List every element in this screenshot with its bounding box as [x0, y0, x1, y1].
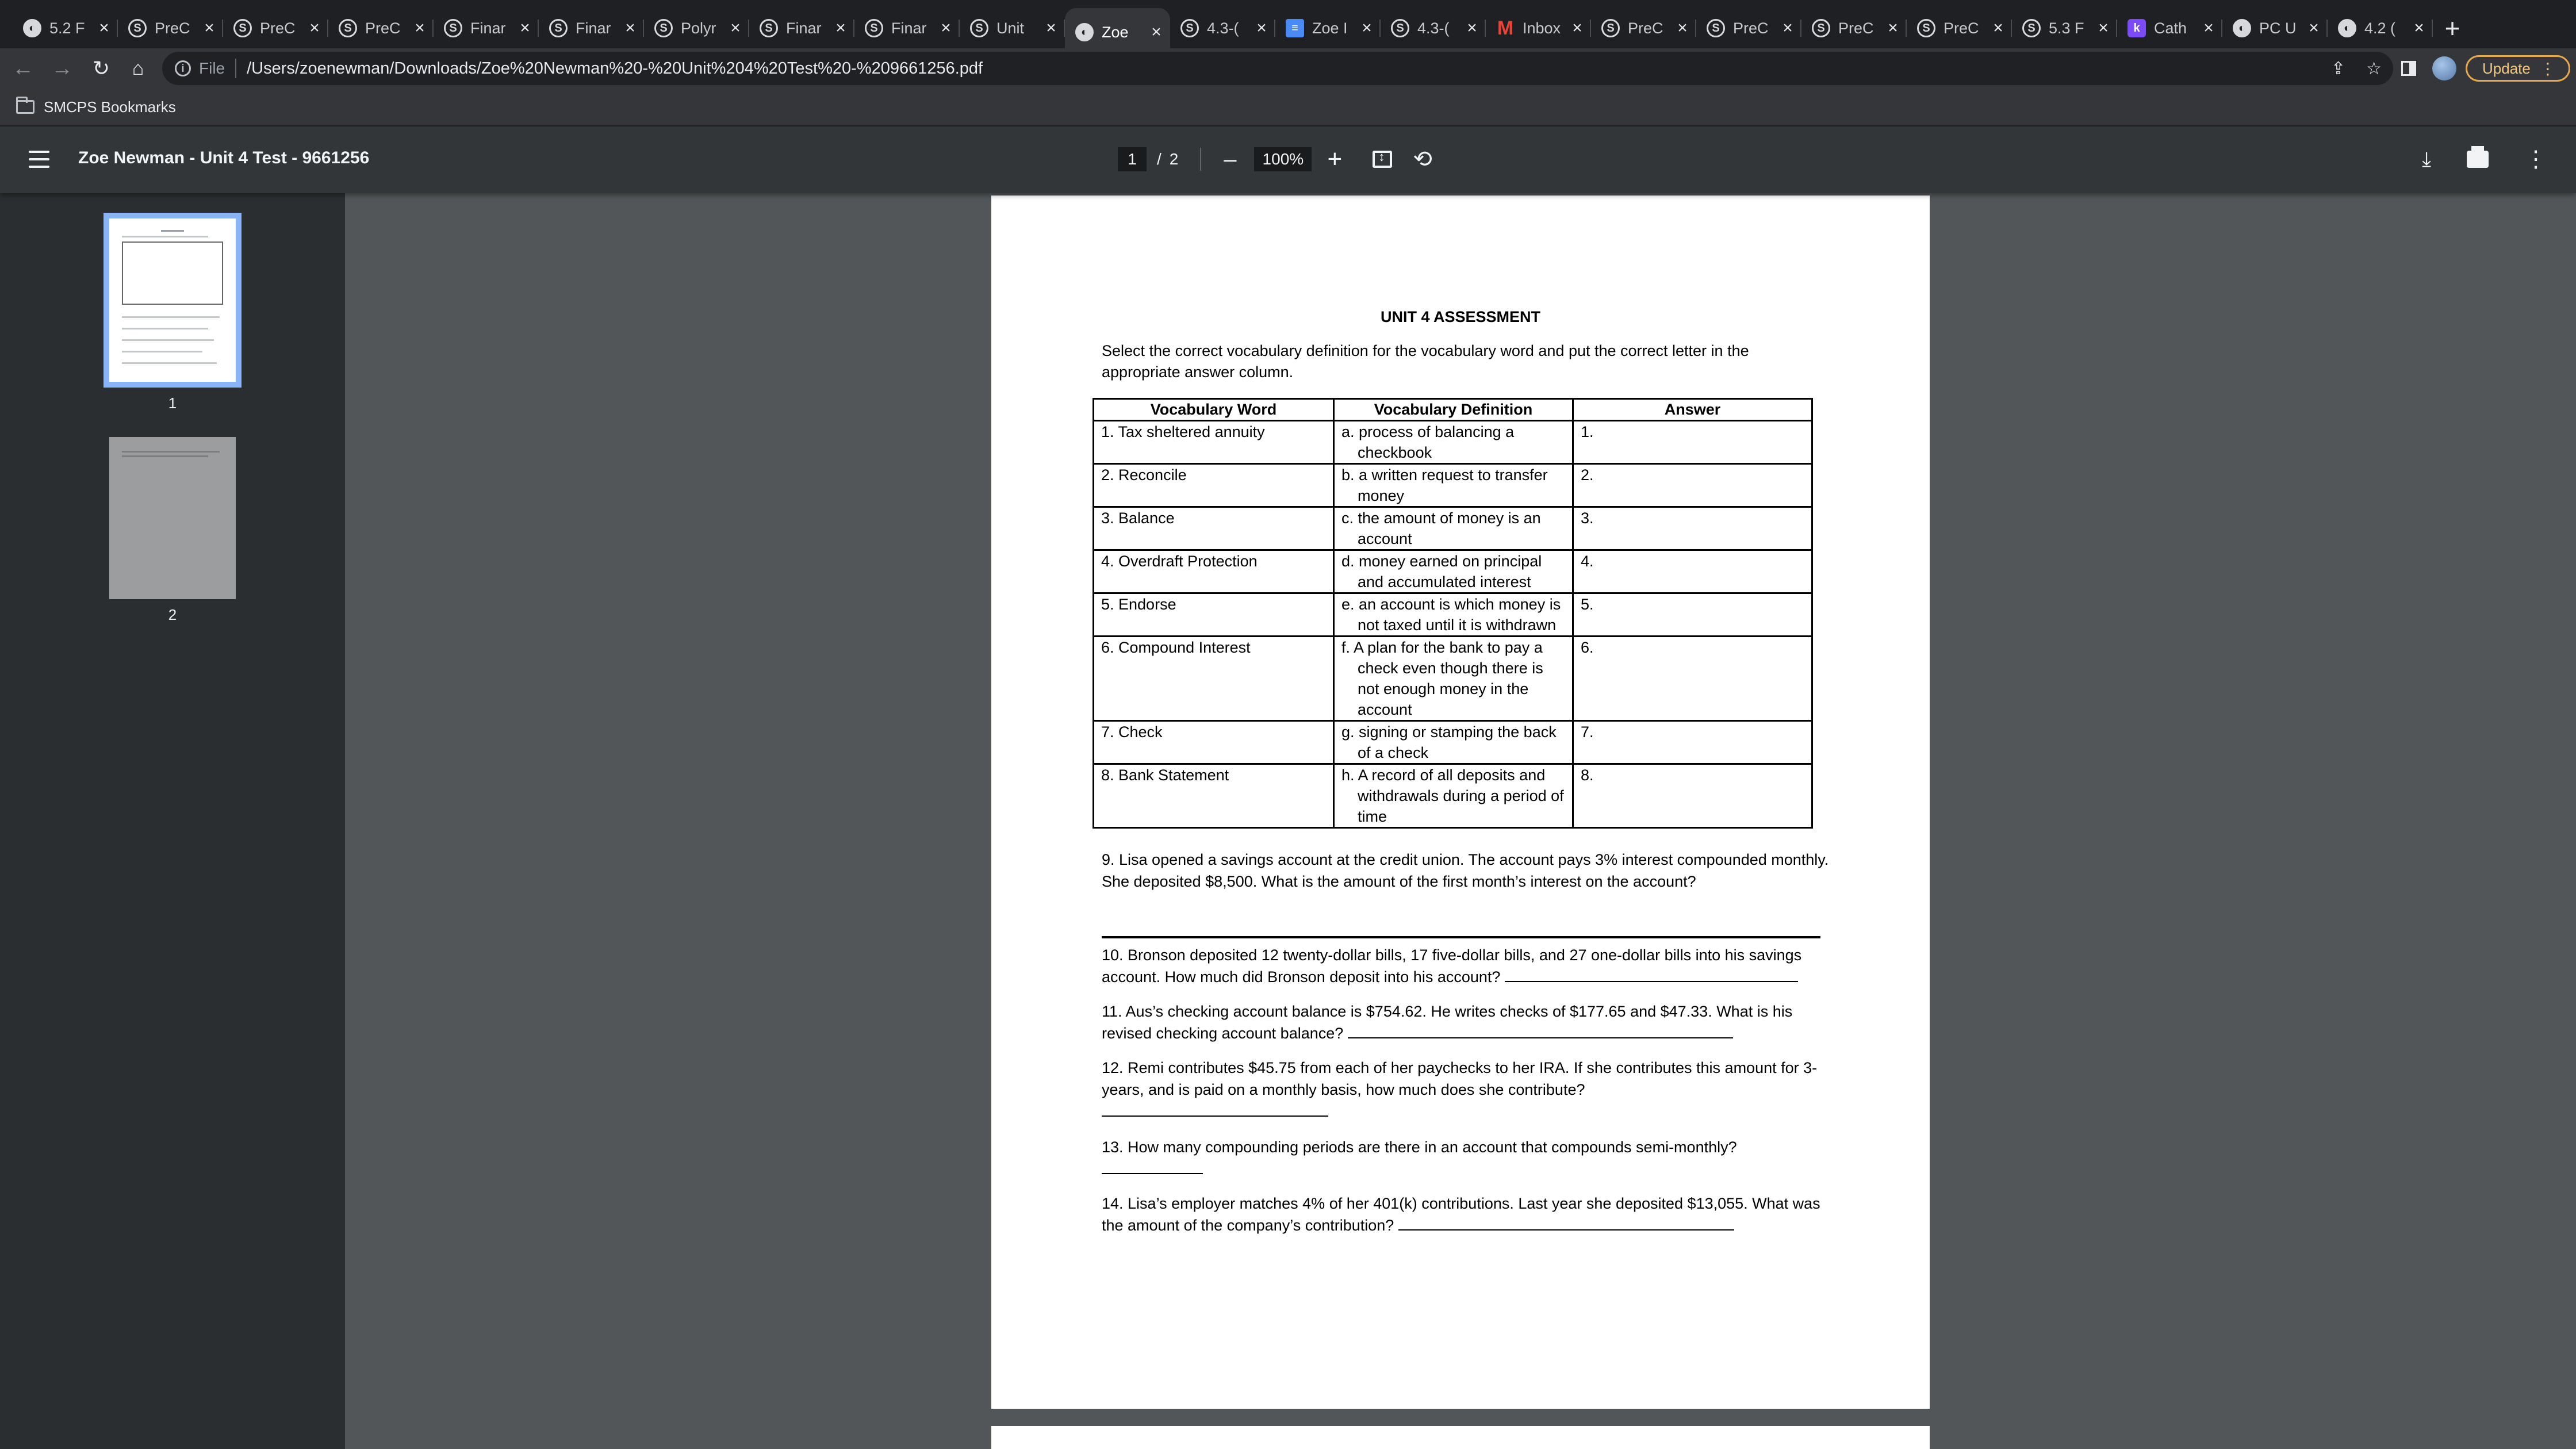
- pdf-toolbar: [0, 126, 2576, 193]
- definition-cell: [1334, 764, 1573, 828]
- close-tab-icon[interactable]: ×: [1888, 18, 1898, 37]
- page-controls: [1118, 145, 1432, 174]
- tab-title: Finar: [891, 19, 927, 37]
- tab-title: Inbox: [1523, 19, 1561, 37]
- s-logo-icon: S: [970, 19, 988, 37]
- close-tab-icon[interactable]: ×: [204, 18, 214, 37]
- mini-line: [122, 316, 220, 318]
- column-header: Vocabulary Definition: [1334, 399, 1573, 421]
- browser-tab-10[interactable]: [960, 8, 1065, 48]
- tab-title: Unit: [996, 19, 1025, 37]
- tab-title: Polyr: [681, 19, 716, 37]
- mini-line: [122, 455, 208, 457]
- close-tab-icon[interactable]: ×: [1782, 18, 1793, 37]
- question-text: 13. How many compounding periods are there in an account that compounds semi-monthly?: [1102, 1138, 1737, 1156]
- close-tab-icon[interactable]: ×: [415, 18, 425, 37]
- pdf-actions: [2422, 146, 2547, 172]
- answer-blank: [1348, 1022, 1733, 1038]
- s-logo-icon: S: [1391, 19, 1409, 37]
- definition-cell: [1334, 507, 1573, 550]
- browser-tab-20[interactable]: [2012, 8, 2117, 48]
- question-text: 14. Lisa’s employer matches 4% of her 401(k) contributions. Last year she deposited $13,055. What was the amount of the company’s contribution?: [1102, 1195, 1820, 1234]
- globe-icon: ◐: [1075, 23, 1094, 41]
- definition-cell: [1334, 593, 1573, 637]
- folder-icon: [16, 100, 34, 114]
- tab-title: Finar: [576, 19, 611, 37]
- thumbnail-page-2[interactable]: [103, 437, 241, 624]
- browser-tab-2[interactable]: [118, 8, 223, 48]
- browser-tab-1[interactable]: [13, 8, 118, 48]
- forward-button[interactable]: →: [51, 56, 73, 80]
- fit-to-page-icon[interactable]: [1373, 151, 1392, 168]
- back-button[interactable]: ←: [12, 56, 34, 80]
- table-row: [1094, 764, 1812, 828]
- browser-tab-22[interactable]: [2222, 8, 2328, 48]
- more-actions-icon[interactable]: ⋮: [2524, 147, 2547, 172]
- download-icon[interactable]: ⤓: [2422, 147, 2431, 171]
- answer-blank: [1398, 1214, 1734, 1230]
- vocabulary-word: 2. Reconcile: [1094, 464, 1334, 507]
- mini-line: [122, 236, 208, 237]
- thumbnail-page-1[interactable]: [103, 213, 241, 412]
- column-header: Answer: [1573, 399, 1812, 421]
- tab-title: PreC: [365, 19, 401, 37]
- table-header-row: [1094, 399, 1812, 421]
- mini-line: [122, 451, 220, 453]
- menu-icon[interactable]: [29, 151, 49, 168]
- document-title: UNIT 4 ASSESSMENT: [1380, 308, 1541, 325]
- share-icon[interactable]: ⇪: [2330, 59, 2346, 78]
- tab-title: PreC: [1628, 19, 1663, 37]
- pdf-viewer[interactable]: [345, 193, 2576, 1449]
- vocabulary-definition: d. money earned on principal and accumulated interest: [1341, 553, 1542, 591]
- tab-title: PreC: [1838, 19, 1874, 37]
- table-row: [1094, 593, 1812, 637]
- gmail-icon: M: [1497, 17, 1514, 39]
- mini-line: [122, 339, 214, 341]
- mini-table: [122, 241, 223, 305]
- pdf-page-1: [991, 195, 1930, 1409]
- tab-title: 4.3-(: [1207, 19, 1239, 37]
- profile-avatar[interactable]: [2432, 56, 2456, 80]
- s-logo-icon: S: [1707, 19, 1725, 37]
- close-tab-icon[interactable]: ×: [1046, 18, 1056, 37]
- s-logo-icon: S: [1601, 19, 1620, 37]
- vocabulary-definition: a. process of balancing a checkbook: [1341, 423, 1515, 461]
- mini-line: [122, 362, 217, 364]
- tab-title: 4.3-(: [1417, 19, 1450, 37]
- globe-icon: ◐: [2338, 19, 2356, 37]
- browser-tab-19[interactable]: [1907, 8, 2012, 48]
- address-bar[interactable]: [162, 52, 2393, 85]
- s-logo-icon: S: [128, 19, 147, 37]
- url-scheme: File: [199, 59, 225, 77]
- tab-title: Finar: [786, 19, 822, 37]
- table-row: [1094, 464, 1812, 507]
- answer-cell: 4.: [1573, 550, 1812, 593]
- question-10: [1102, 944, 1832, 988]
- browser-tab-9[interactable]: [854, 8, 960, 48]
- print-icon[interactable]: [2467, 151, 2489, 168]
- site-info-icon[interactable]: i: [175, 60, 191, 76]
- question-14: [1102, 1193, 1832, 1236]
- browser-tab-4[interactable]: [328, 8, 434, 48]
- browser-tab-14[interactable]: [1381, 8, 1486, 48]
- vocabulary-definition: f. A plan for the bank to pay a check even though there is not enough money in the account: [1341, 639, 1543, 718]
- home-button[interactable]: ⌂: [132, 57, 144, 79]
- answer-cell: 7.: [1573, 721, 1812, 764]
- definition-cell: [1334, 637, 1573, 721]
- close-tab-icon[interactable]: ×: [941, 18, 951, 37]
- tab-title: 5.2 F: [49, 19, 85, 37]
- s-logo-icon: S: [339, 19, 357, 37]
- close-tab-icon[interactable]: ×: [625, 18, 635, 37]
- answer-cell: 5.: [1573, 593, 1812, 637]
- definition-cell: [1334, 421, 1573, 464]
- definition-cell: [1334, 464, 1573, 507]
- question-13: [1102, 1136, 1832, 1180]
- tab-title: Finar: [470, 19, 506, 37]
- question-text: 10. Bronson deposited 12 twenty-dollar bills, 17 five-dollar bills, and 27 one-dollar bills into his savings account. How much did Bronson deposit into his account?: [1102, 946, 1802, 986]
- url-text[interactable]: /Users/zoenewman/Downloads/Zoe%20Newman%20-%20Unit%204%20Test%20-%209661256.pdf: [247, 59, 983, 78]
- globe-icon: ◐: [2233, 19, 2251, 37]
- total-pages: 2: [1169, 150, 1179, 168]
- answer-cell: 8.: [1573, 764, 1812, 828]
- answer-cell: 3.: [1573, 507, 1812, 550]
- profile-area: [2401, 48, 2576, 89]
- instructions-text: Select the correct vocabulary definition for the vocabulary word and put the correct letter in the appropriate answer column.: [1102, 342, 1749, 381]
- browser-tab-5[interactable]: [434, 8, 539, 48]
- k-logo-icon: k: [2128, 19, 2146, 37]
- tab-title: PC U: [2259, 19, 2297, 37]
- s-logo-icon: S: [1917, 19, 1935, 37]
- bookmark-folder-smcps[interactable]: SMCPS Bookmarks: [44, 98, 176, 116]
- close-tab-icon[interactable]: ×: [1151, 22, 1162, 41]
- side-panel-icon[interactable]: [2401, 61, 2416, 76]
- close-tab-icon[interactable]: ×: [2414, 18, 2424, 37]
- close-tab-icon[interactable]: ×: [1572, 18, 1582, 37]
- browser-toolbar: [0, 48, 2576, 89]
- update-label: Update: [2482, 59, 2531, 77]
- zoom-input[interactable]: 100%: [1254, 147, 1312, 171]
- definition-cell: [1334, 550, 1573, 593]
- answer-line: [1102, 936, 1820, 938]
- vocabulary-word: 8. Bank Statement: [1094, 764, 1334, 828]
- close-tab-icon[interactable]: ×: [2098, 18, 2109, 37]
- s-logo-icon: S: [760, 19, 778, 37]
- answer-blank: [1102, 1101, 1328, 1117]
- column-header: Vocabulary Word: [1094, 399, 1334, 421]
- vocabulary-definition: e. an account is which money is not taxed until it is withdrawn: [1341, 596, 1561, 634]
- vocabulary-word: 7. Check: [1094, 721, 1334, 764]
- thumbnail-label: 1: [168, 394, 177, 412]
- browser-tab-21[interactable]: [2117, 8, 2222, 48]
- browser-tab-16[interactable]: [1591, 8, 1696, 48]
- browser-tab-7[interactable]: [644, 8, 749, 48]
- table-row: [1094, 421, 1812, 464]
- docs-icon: ≡: [1286, 19, 1304, 37]
- s-logo-icon: S: [1812, 19, 1830, 37]
- answer-blank: [1505, 966, 1798, 982]
- tab-title: Zoe: [1102, 23, 1129, 41]
- tab-title: PreC: [155, 19, 190, 37]
- vocabulary-definition: b. a written request to transfer money: [1341, 466, 1548, 504]
- table-row: [1094, 637, 1812, 721]
- close-tab-icon[interactable]: ×: [1677, 18, 1688, 37]
- vocabulary-word: 1. Tax sheltered annuity: [1094, 421, 1334, 464]
- question-11: [1102, 1000, 1832, 1044]
- vocabulary-table: [1092, 398, 1813, 829]
- mini-line: [161, 230, 184, 232]
- browser-tab-17[interactable]: [1696, 8, 1801, 48]
- mini-line: [122, 351, 202, 352]
- vocabulary-definition: c. the amount of money is an account: [1341, 509, 1541, 547]
- answer-cell: 2.: [1573, 464, 1812, 507]
- vocabulary-definition: g. signing or stamping the back of a check: [1341, 723, 1557, 761]
- browser-tab-18[interactable]: [1801, 8, 1907, 48]
- pdf-title: Zoe Newman - Unit 4 Test - 9661256: [78, 148, 370, 167]
- browser-tab-3[interactable]: [223, 8, 328, 48]
- browser-tab-6[interactable]: [539, 8, 644, 48]
- s-logo-icon: S: [444, 19, 462, 37]
- zoom-out-button[interactable]: –: [1224, 146, 1237, 172]
- tab-title: PreC: [1733, 19, 1769, 37]
- browser-tab-15[interactable]: [1486, 8, 1591, 48]
- bookmarks-bar: [0, 89, 2576, 126]
- tab-title: Zoe I: [1312, 19, 1348, 37]
- thumbnail-image: [109, 437, 236, 599]
- more-vert-icon: ⋮: [2539, 59, 2556, 78]
- vocabulary-word: 4. Overdraft Protection: [1094, 550, 1334, 593]
- close-tab-icon[interactable]: ×: [309, 18, 320, 37]
- answer-blank: [1102, 1158, 1203, 1174]
- update-button[interactable]: [2466, 55, 2570, 82]
- question-text: 12. Remi contributes $45.75 from each of her paychecks to her IRA. If she contributes this amount for 3-years, and is paid on a monthly basis, how much does she contribute?: [1102, 1059, 1818, 1098]
- page-number-input[interactable]: 1: [1118, 147, 1147, 171]
- close-tab-icon[interactable]: ×: [1993, 18, 2003, 37]
- s-logo-icon: S: [233, 19, 252, 37]
- toolbar-divider: [1200, 148, 1201, 171]
- close-tab-icon[interactable]: ×: [1467, 18, 1477, 37]
- browser-tab-8[interactable]: [749, 8, 854, 48]
- tab-title: PreC: [260, 19, 296, 37]
- answer-cell: 1.: [1573, 421, 1812, 464]
- omnibox-actions: [2331, 52, 2382, 85]
- table-body: [1094, 421, 1812, 828]
- thumbnail-image: [103, 213, 241, 388]
- close-tab-icon[interactable]: ×: [1256, 18, 1267, 37]
- close-tab-icon[interactable]: ×: [1362, 18, 1372, 37]
- table-row: [1094, 721, 1812, 764]
- page-separator: /: [1157, 150, 1162, 168]
- pdf-page-2: [991, 1426, 1930, 1449]
- s-logo-icon: S: [549, 19, 568, 37]
- tab-title: PreC: [1943, 19, 1979, 37]
- zoom-in-button[interactable]: +: [1327, 145, 1343, 173]
- tab-title: 5.3 F: [2049, 19, 2084, 37]
- thumbnail-label: 2: [168, 606, 177, 623]
- vocabulary-word: 3. Balance: [1094, 507, 1334, 550]
- table-row: [1094, 550, 1812, 593]
- mini-line: [122, 328, 208, 329]
- question-text: 11. Aus’s checking account balance is $754.62. He writes checks of $177.65 and $47.33. What is his revised checking account balance?: [1102, 1003, 1793, 1042]
- reload-button[interactable]: ↻: [92, 56, 110, 80]
- new-tab-button[interactable]: +: [2444, 13, 2460, 43]
- question-12: [1102, 1057, 1832, 1122]
- vocabulary-definition: h. A record of all deposits and withdrawals during a period of time: [1341, 766, 1564, 825]
- close-tab-icon[interactable]: ×: [2309, 18, 2319, 37]
- s-logo-icon: S: [2022, 19, 2041, 37]
- tab-title: 4.2 (: [2364, 19, 2396, 37]
- close-tab-icon[interactable]: ×: [2203, 18, 2214, 37]
- table-row: [1094, 507, 1812, 550]
- browser-tab-12[interactable]: [1170, 8, 1275, 48]
- close-tab-icon[interactable]: ×: [835, 18, 846, 37]
- answer-cell: 6.: [1573, 637, 1812, 721]
- definition-cell: [1334, 721, 1573, 764]
- vocabulary-word: 6. Compound Interest: [1094, 637, 1334, 721]
- globe-icon: ◐: [23, 19, 41, 37]
- tab-title: Cath: [2154, 19, 2187, 37]
- s-logo-icon: S: [654, 19, 673, 37]
- bookmark-star-icon[interactable]: ☆: [2366, 59, 2382, 78]
- close-tab-icon[interactable]: ×: [99, 18, 109, 37]
- s-logo-icon: S: [1180, 19, 1199, 37]
- s-logo-icon: S: [865, 19, 883, 37]
- rotate-icon[interactable]: ⟲: [1413, 147, 1432, 172]
- close-tab-icon[interactable]: ×: [730, 18, 741, 37]
- browser-tab-23[interactable]: [2328, 8, 2433, 48]
- vocabulary-word: 5. Endorse: [1094, 593, 1334, 637]
- browser-tab-13[interactable]: [1275, 8, 1381, 48]
- thumbnail-sidebar: [0, 193, 345, 1449]
- question-9: 9. Lisa opened a savings account at the credit union. The account pays 3% interest compounded monthly. She deposited $8,500. What is the amount of the first month’s interest on the account?: [1102, 851, 1829, 890]
- omnibox-divider: [235, 59, 236, 78]
- close-tab-icon[interactable]: ×: [520, 18, 530, 37]
